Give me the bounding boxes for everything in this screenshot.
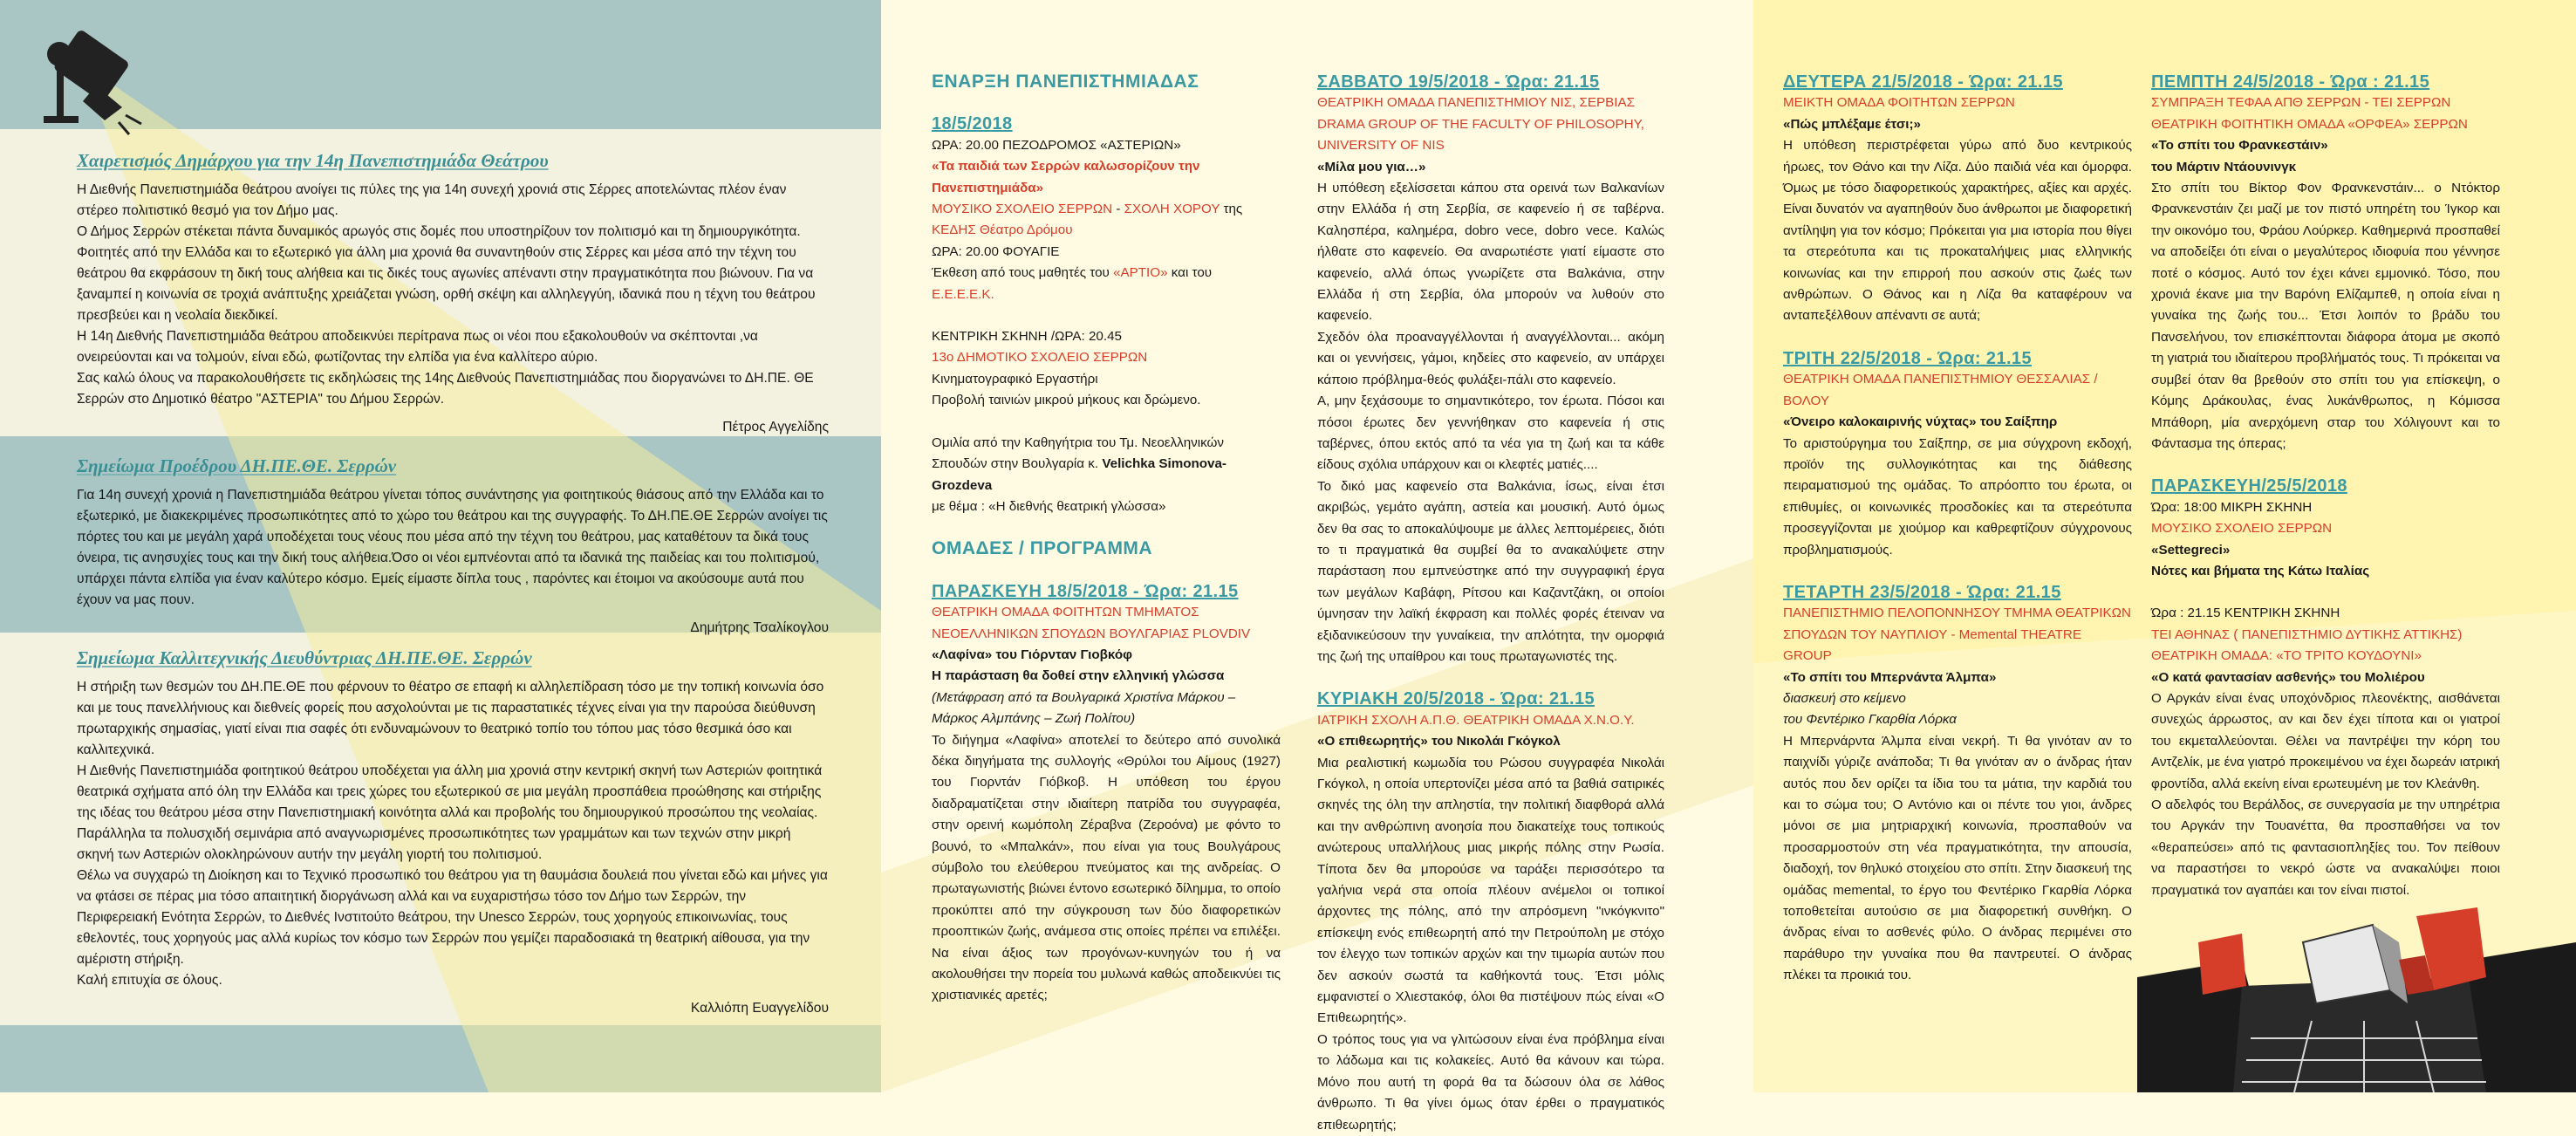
event-description: Στο σπίτι του Βίκτορ Φον Φρανκενστάιν... ο Ντόκτορ Φρανκενστάιν ζει μαζί με τον πιστό υπηρέτη του Ίγκορ και την οικονόμο του, Φράου Λούρκερ. Καθημερινά προσπαθεί να αποδείξει ότι είναι ο μεγαλύτερος ιδιοφυία που γέννησε ποτέ ο κόσμος. Αυτό τον έχει κάνει εμμονικό. Τόσο, που χρονιά έκανε μια την Βαρόνη Ελίζαμπεθ, η οποία είναι η γυναίκα της ζωής του... Έτσι λοιπόν το βράδυ του Πανσελήνου, τον επισκέπτονται διάφορα άτομα με σκοπό τη γιατριά του ιδιαίτερου προβλήματός τους. Τι πρόκειται να συμβεί όταν θα βρεθούν στο σπίτι του για επίσκεψη, ο Κόμης Δράκουλας, ένας λυκάνθρωπος, η Κόμισσα Μπάθορη, μία ανερχόμενη σταρ του Χόλιγουντ και το Φάντασμα της όπερας; xyxy=(2151,181,2500,451)
opening-line: με θέμα : «Η διεθνής θεατρική γλώσσα» xyxy=(932,498,1166,514)
event-note: του Φεντέρικο Γκαρθία Λόρκα xyxy=(1783,712,1957,728)
event-date: ΤΡΙΤΗ 22/5/2018 - Ώρα: 21.15 xyxy=(1783,348,2032,368)
event-description: Μια ρεαλιστική κωμωδία του Ρώσου συγγραφέα Νικολάι Γκόγκολ, η οποία υπερτονίζει μέσα από τα βαθιά σατιρικές σκηνές της όλη την απληστία, την πολιτική διαφθορά αλλά και την ανθρώπινη ανοησία που διακατείχε τους τοπικούς ανώτερους υπαλλήλους μιας μικρής πόλης στην Ρωσία. Τίποτα δεν θα μπορούσε να ταράξει περισσότερο τα γαλήνια νερά στα οποία πλέουν ανέμελοι οι τοπικοί άρχοντες της πόλης, από την απρόσμενη "ινκόγκνιτο" επίσκεψη ενός επιθεωρητή από την Πετρούπολη με στόχο τον έλεγχο των τοπικών αρχών και την τιμωρία αυτών που δεν ασκούν σωστά τα καθήκοντά τους. Έτσι μόλις εμφανιστεί ο Χλιεστακόφ, όλοι θα πιστέψουν πώς είναι «Ο Επιθεωρητής». xyxy=(1317,755,1664,1026)
event-translation: (Μετάφραση από τα Βουλγαρικά Χριστίνα Μάρκου – Μάρκος Αλμπάνης – Ζωή Πολίτου) xyxy=(932,689,1236,727)
event-description: Το διήγημα «Λαφίνα» αποτελεί το δεύτερο από συνολικά δέκα διηγήματα της συλλογής «Θρύλοι του Αίμους (1927) του Γιορντάν Γιόβκοβ. Η υπόθεση του έργου διαδραματίζεται στην ιδιαίτερη πατρίδα του συγγραφέα, στην ορεινή κωμόπολη Ζέραβνα (Ζεροόνα) με φόντο το βουνό, το «Μπαλκάν», που είναι για τους Βουλγάρους σύμβολο του ελεύθερου πνεύματος και της ανδρείας. Ο πρωταγωνιστής βιώνει έντονο εσωτερικό δίλημμα, το οποίο προκύπτει από την σύγκρουση των δύο διαφορετικών προοπτικών ζωής, ανάμεσα στις οποίες πρέπει να επιλέξει. Να είναι άξιος των προγόνων-κυνηγών του ή να ακολουθήσει την πορεία του μυλωνά καθώς αποδεικνύει τις χριστιανικές αρετές; xyxy=(932,732,1281,1003)
mayor-paragraph: Η Διεθνής Πανεπιστημιάδα θεάτρου ανοίγει τις πύλες της για 14η συνεχή χρονιά στις Σέρρες αποτελώντας πλέον έναν στέρεο πολιτιστικό θεσμό για τον Δήμο μας. xyxy=(77,182,787,218)
theatre-stage-illustration xyxy=(2137,907,2576,1092)
mayor-paragraph: Ο Δήμος Σερρών στέκεται πάντα δυναμικός αρωγός στις δομές που υποστηρίζουν τον πολιτισμό και τη δημιουργικότητα. Φοιτητές από την Ελλάδα και το εξωτερικό για άλλη μια χρονιά θα συναντηθούν στις Σέρρες και μέσα από την τέχνη του θεάτρου θα εκφράσουν τη δική τους αλήθεια και τις δικές τους αγωνίες απέναντι στην πραγματικότητα που βιώνουν. Για να ξαναμπεί η κοινωνία σε τροχιά ανάπτυξης χρειάζεται γνώση, ορθή σκέψη και αλληλεγγύη, ιδανικά που η τέχνη του θεάτρου πρεσβεύει και η νεολαία διεκδικεί. xyxy=(77,224,816,323)
opening-line: «Τα παιδιά των Σερρών καλωσορίζουν την Πανεπιστημιάδα» xyxy=(932,159,1200,195)
event-date: ΚΥΡΙΑΚΗ 20/5/2018 - Ώρα: 21.15 xyxy=(1317,689,1595,709)
mayor-paragraph: Σας καλώ όλους να παρακολουθήσετε τις εκδηλώσεις της 14ης Διεθνούς Πανεπιστημιάδας που διοργανώνει το ΔΗ.ΠΕ. ΘΕ Σερρών στο Δημοτικό θέατρο "ΑΣΤΕΡΙΑ" του Δήμου Σερρών. xyxy=(77,371,814,407)
event-description: Η υπόθεση εξελίσσεται κάπου στα ορεινά των Βαλκανίων στην Ελλάδα ή στη Σερβία, σε καφενείο ή σε ταβέρνα. Καλησπέρα, καλημέρα, dobro vece, dobro vece. Καλώς ήλθατε στο καφενείο. Θα αναρωτιέστε γιατί είμαστε στο καφενείο, αλλά όπως γνωρίζετε στα Βαλκάνια, στην Ελλάδα ή στη Σερβία, όλα μπορούν να λυθούν στο καφενείο. xyxy=(1317,181,1664,324)
event-date: ΠΑΡΑΣΚΕΥΗ 18/5/2018 - Ώρα: 21.15 xyxy=(932,581,1239,601)
director-paragraph: Καλή επιτυχία σε όλους. xyxy=(77,973,222,988)
column-weekdays xyxy=(1783,72,2132,987)
president-signature: Δημήτρης Τσαλίκογλου xyxy=(690,620,829,635)
opening-line: Κινηματογραφικό Εργαστήρι xyxy=(932,371,1098,387)
event-group: ΤΕΙ ΑΘΗΝΑΣ ( ΠΑΝΕΠΙΣΤΗΜΙΟ ΔΥΤΙΚΗΣ ΑΤΤΙΚΗΣ) ΘΕΑΤΡΙΚΗ ΟΜΑΔΑ: «ΤΟ ΤΡΙΤΟ ΚΟΥΔΟΥΝΙ» xyxy=(2151,626,2463,664)
event-description: Η υπόθεση περιστρέφεται γύρω από δυο κεντρικούς ήρωες, τον Θάνο και την Λίζα. Δύο παιδιά νέα και όμορφα. Όμως με τόσο διαφορετικούς χαρακτήρες, αξίες και αρχές. Είναι δυνατόν να αγαπηθούν δυο άνθρωποι με διαφορετική αντίληψη για τον κόσμο; Πρόκειται για μια ιστορία που θίγει τα στερεότυπα και τις προκαταλήψεις μιας ελληνικής κοινωνίας και την επιρροή που ασκούν στις ζωές των ανθρώπων. Ο Θάνος και η Λίζα θα καταφέρουν να ανταπεξέλθουν απέναντι σε αυτά; xyxy=(1783,138,2132,324)
director-signature: Καλλιόπη Ευαγγελίδου xyxy=(690,1001,829,1016)
opening-line: Ε.Ε.Ε.Ε.Κ. xyxy=(932,286,994,302)
mayor-greeting-title: Χαιρετισμός Δημάρχου για την 14η Πανεπιστημιάδα Θεάτρου xyxy=(77,150,549,171)
opening-date: 18/5/2018 xyxy=(932,114,1013,134)
event-group: ΘΕΑΤΡΙΚΗ ΟΜΑΔΑ ΠΑΝΕΠΙΣΤΗΜΙΟΥ ΘΕΣΣΑΛΙΑΣ /ΒΟΛΟΥ xyxy=(1783,372,2098,408)
event-group: ΘΕΑΤΡΙΚΗ ΟΜΑΔΑ ΦΟΙΤΗΤΩΝ ΤΜΗΜΑΤΟΣ ΝΕΟΕΛΛΗΝΙΚΩΝ ΣΠΟΥΔΩΝ ΒΟΥΛΓΑΡΙΑΣ PLOVDIV xyxy=(932,605,1251,641)
opening-line: ΚΕΝΤΡΙΚΗ ΣΚΗΝΗ /ΩΡΑ: 20.45 xyxy=(932,329,1122,345)
street-theatre: ΚΕΔΗΣ Θέατρο Δρόμου xyxy=(932,222,1073,238)
mayor-greeting xyxy=(77,150,829,438)
program-title: ΟΜΑΔΕΣ / ΠΡΟΓΡΑΜΜΑ xyxy=(932,538,1153,559)
event-play: «Πώς μπλέξαμε έτσι;» xyxy=(1783,116,1921,132)
event-description: Το αριστούργημα του Σαίξπηρ, σε μια σύγχρονη εκδοχή, προϊόν της συλλογικότητας και της διάθεσης πειραματισμού της ομάδας. Το απρόοπτο του έρωτα, οι επιθυμίες, οι κοινωνικές προσδοκίες και τα στερεότυπα προσεγγίζονται με χιούμορ και καθρεφτίζουν σύγχρονους προβληματισμούς. xyxy=(1783,435,2132,558)
event-play: «Ο επιθεωρητής» του Νικολάι Γκόγκολ xyxy=(1317,734,1561,749)
event-date: ΠΕΜΠΤΗ 24/5/2018 - Ώρα : 21.15 xyxy=(2151,72,2430,92)
event-play: «Το σπίτι του Φρανκεστάιν» xyxy=(2151,138,2328,154)
event-group: ΣΥΜΠΡΑΞΗ ΤΕΦΑΑ ΑΠΘ ΣΕΡΡΩΝ - ΤΕΙ ΣΕΡΡΩΝ ΘΕΑΤΡΙΚΗ ΦΟΙΤΗΤΙΚΗ ΟΜΑΔΑ «ΟΡΦΕΑ» ΣΕΡΡΩΝ xyxy=(2151,95,2468,132)
spotlight-icon xyxy=(35,24,157,147)
director-paragraph: Η Διεθνής Πανεπιστημιάδα φοιτητικού θεάτρου υποδέχεται για άλλη μια χρονιά στην κεντρική σκηνή των Αστεριών φοιτητικά θεατρικά σχήματα από όλη την Ελλάδα και τρεις χώρες του εξωτερικού σε μια μεγάλη προσπάθεια προώθησης και στήριξης της ιδέας του θεάτρου μέσα στην Πανεπιστημιακή κοινότητα αλλά και προβολής του δημιουργικού προσώπου της νεολαίας. Παράλληλα τα πολυσχιδή σεμινάρια από αναγνωρισμένες προσωπικότητες των γραμμάτων και των τεχνών στην μικρή σκηνή των Αστεριών ολοκληρώνουν αυτήν την μεγάλη γιορτή του πολιτισμού. xyxy=(77,763,823,862)
text: Ομιλία από την Καθηγήτρια του Τμ. Νεοελληνικών Σπουδών στην Βουλγαρία κ. xyxy=(932,435,1225,472)
opening-line xyxy=(932,433,1281,496)
event-description: Το δικό μας καφενείο στα Βαλκάνια, ίσως, είναι έτσι ακριβώς, γεμάτο αγάπη, αστεία και μουσική. Αυτό όμως δεν θα σας το αποκαλύψουμε με άλλες λεπτομέρειες, διότι το τι πραγματικά θα συμβεί θα το ανακαλύψετε στην παράσταση που εμπνεύστηκε από την συγγραφική έργα των μεγάλων Καβάφη, Ρίτσου και Καζαντζάκη, οι οποίοι ύμνησαν την λαϊκή έκφραση και πολλές φορές έτειναν να εξιδανικεύσουν την γυναίκεια, την απλότητα, την ομορφιά της ζωή της υπαίθρου και τους πρωταγωνιστές της. xyxy=(1317,478,1664,664)
welcome-panel xyxy=(0,0,881,1092)
event-note: Η παράσταση θα δοθεί στην ελληνική γλώσσα xyxy=(932,668,1225,684)
director-paragraph: Θέλω να συγχαρώ τη Διοίκηση και το Τεχνικό προσωπικό του θεάτρου για τη θαυμάσια δουλειά που γίνεται εδώ και μήνες για να φτάσει σε πέρας μια τόσο απαιτητική διοργάνωση αλλά και να ευχαριστήσω τόσο τον Δήμο των Σερρών, την Περιφερειακή Ενότητα Σερρών, το Διεθνές Ινστιτούτο θεάτρου, την Unesco Σερρών, τους χορηγούς επικοινωνίας, τους εθελοντές, τους χορηγούς μας αλλά κυρίως τον κόσμο των Σερρών που γεμίζει παραδοσιακά τη θεατρική αίθουσα, για την αμέριστη στήριξη. xyxy=(77,868,828,967)
column-weekend xyxy=(1317,72,1664,1136)
opening-line xyxy=(932,199,1281,242)
event-description: Α, μην ξεχάσουμε το σημαντικότερο, τον έρωτα. Πόσοι και πόσοι έρωτες δεν γεννήθηκαν στο καφενεία ή στις ταβέρνες, όπου εκτός από τα νέα για τη ζωή και τα κάθε είδους σχόλια υπάρχουν και οι κλεφτές ματιές.... xyxy=(1317,393,1664,473)
event-description: Η Μπερνάρντα Άλμπα είναι νεκρή. Τι θα γινόταν αν το παιχνίδι γύριζε ανάποδα; Τι θα γινόταν αν ο άνδρας ήταν αυτός που δεν ορίζει τα ίδια του τα μάτια, την καρδιά του και το σώμα του; Ο Αντόνιο και οι πέντε του γιοι, άνδρες μόνοι σε μια μητριαρχική κοινωνία, προσπαθούν να προσαρμοστούν στη νέα πραγματικότητα, την απουσία, διαδοχή, τον θηλυκό στοιχείου στο σπίτι. Στην διασκευή της ομάδας memental, το έργο του Φεντέρικο Γκαρθία Λόρκα τοποθετείται αυτούσιο σε μια διαφορετική συνθήκη. Ο άνδρας είναι το ασθενές φύλο. Ο άνδρας περιμένει στο παράθυρο την γυναίκα που θα παντρευτεί. Ο άνδρας πλέκει τα προικιά του. xyxy=(1783,733,2132,983)
artio: «ΑΡΤΙΟ» xyxy=(1113,265,1168,281)
dance-school: ΣΧΟΛΗ ΧΟΡΟΥ xyxy=(1124,202,1220,217)
event-group: ΠΑΝΕΠΙΣΤΗΜΙΟ ΠΕΛΟΠΟΝΝΗΣΟΥ ΤΜΗΜΑ ΘΕΑΤΡΙΚΩΝ ΣΠΟΥΔΩΝ ΤΟΥ ΝΑΥΠΛΙΟΥ - Memental THEATRE GROUP xyxy=(1783,606,2131,664)
event-description: Ο Αργκάν είναι ένας υποχόνδριος πλεονέκτης, αισθάνεται συνεχώς άρρωστος, αν και δεν έχει τίποτα και οι γιατροί του εκμεταλλεύονται. Θέλει να παντρέψει την κόρη του Αντζελίκ, με ένα γιατρό προκειμένου να έχει δωρεάν ιατρική φροντίδα, αλλά εκείνη είναι ερωτευμένη με τον Κλεάνθη. xyxy=(2151,690,2500,791)
speaker-name: Velichka Simonova-Grozdeva xyxy=(932,456,1227,493)
director-paragraph: Η στήριξη των θεσμών του ΔΗ.ΠΕ.ΘΕ που φέρνουν το θέατρο σε επαφή κι αλληλεπίδραση τόσο με την τοπική κοινωνία όσο και με τους πανελλήνιους και διεθνείς φορείς που ασχολούνται με τις παραστατικές τέχνες είναι για την παρούσα διεύθυνση πρωταρχικής σημασίας, γιατί είναι πια σαφές ότι ενδυναμώνουν το θεατρικό τοπίο του τόπου μας τόσο θεσμικά όσο και καλλιτεχνικά. xyxy=(77,680,824,757)
event-description: Σχεδόν όλα προαναγγέλλονται ή αναγγέλλονται... ακόμη και οι γεννήσεις, γάμοι, κηδείες στο καφενείο, αν υπάρχει κάποιο πρόβλημα-θεός φυλάξει-πάλι στο καφενείο. xyxy=(1317,329,1664,387)
event-author: του Μάρτιν Ντάουνινγκ xyxy=(2151,159,2297,175)
opening-line: ΩΡΑ: 20.00 ΦΟΥΑΓΙΕ xyxy=(932,243,1060,259)
event-group: ΜΕΙΚΤΗ ΟΜΑΔΑ ΦΟΙΤΗΤΩΝ ΣΕΡΡΩΝ xyxy=(1783,95,2015,111)
program-panel-1 xyxy=(881,0,1753,1133)
event-note: διασκευή στο κείμενο xyxy=(1783,690,1906,706)
mayor-signature: Πέτρος Αγγελίδης xyxy=(722,420,829,435)
text: Έκθεση από τους μαθητές του xyxy=(932,265,1114,281)
event-group: ΙΑΤΡΙΚΗ ΣΧΟΛΗ Α.Π.Θ. ΘΕΑΤΡΙΚΗ ΟΜΑΔΑ Χ.Ν.Ο.Υ. xyxy=(1317,712,1635,728)
music-school: ΜΟΥΣΙΚΟ ΣΧΟΛΕΙΟ ΣΕΡΡΩΝ xyxy=(932,202,1113,217)
event-play: «Settegreci» xyxy=(2151,542,2231,558)
event-play: «Το σπίτι του Μπερνάντα Άλμπα» xyxy=(1783,669,1997,685)
event-play: «Μίλα μου για…» xyxy=(1317,159,1426,175)
sep: της xyxy=(1220,202,1243,217)
event-play: «Λαφίνα» του Γιόρνταν Γιοβκόφ xyxy=(932,647,1132,662)
event-line: Ώρα: 18:00 ΜΙΚΡΗ ΣΚΗΝΗ xyxy=(2151,499,2313,515)
president-note xyxy=(77,455,829,639)
director-note xyxy=(77,647,829,1019)
event-play: «Όνειρο καλοκαιρινής νύχτας» του Σαίξπηρ xyxy=(1783,414,2058,430)
event-date: ΠΑΡΑΣΚΕΥΗ/25/5/2018 xyxy=(2151,476,2347,496)
opening-line xyxy=(932,263,1281,284)
event-play: «Ο κατά φαντασίαν ασθενής» του Μολιέρου xyxy=(2151,669,2425,685)
event-group: ΘΕΑΤΡΙΚΗ ΟΜΑΔΑ ΠΑΝΕΠΙΣΤΗΜΙΟΥ ΝΙΣ, ΣΕΡΒΙΑΣ DRAMA GROUP OF THE FACULTY OF PHILOSOPHY, UNIVERSITY OF NIS xyxy=(1317,95,1644,154)
opening-title: ΕΝΑΡΞΗ ΠΑΝΕΠΙΣΤΗΜΙΑΔΑΣ xyxy=(932,72,1199,92)
event-date: ΤΕΤΑΡΤΗ 23/5/2018 - Ώρα: 21.15 xyxy=(1783,582,2061,602)
opening-line: Προβολή ταινιών μικρού μήκους και δρώμενο. xyxy=(932,393,1201,408)
mayor-paragraph: Η 14η Διεθνής Πανεπιστημιάδα θεάτρου αποδεικνύει περίτρανα πως οι νέοι που εξακολουθούν να σκέπτονται ,να ονειρεύονται και να τολμούν, είναι εδώ, φωτίζοντας την ελπίδα για ένα καλλίτερο αύριο. xyxy=(77,329,758,365)
event-note: Νότες και βήματα της Κάτω Ιταλίας xyxy=(2151,563,2370,578)
event-line: Ώρα : 21.15 ΚΕΝΤΡΙΚΗ ΣΚΗΝΗ xyxy=(2151,606,2340,621)
president-note-title: Σημείωμα Προέδρου ΔΗ.ΠΕ.ΘΕ. Σερρών xyxy=(77,455,397,476)
event-description: Ο αδελφός του Βεράλδος, σε συνεργασία με την υπηρέτρια του Αργκάν την Τουανέττα, θα προσπαθήσει να τον «θεραπεύσει» από τις φαντασιοπληξίες του. Τον πείθουν να παραστήσει το νεκρό ώστε να ανακαλύψει ποιοι πραγματικά τον αγαπάει και τον είναι πιστοί. xyxy=(2151,797,2500,898)
opening-line: 13ο ΔΗΜΟΤΙΚΟ ΣΧΟΛΕΙΟ ΣΕΡΡΩΝ xyxy=(932,350,1148,366)
president-paragraph: Για 14η συνεχή χρονιά η Πανεπιστημιάδα θεάτρου γίνεται τόπος συνάντησης για φοιτητικούς θιάσους από την Ελλάδα και το εξωτερικό, με διακεκριμένες προσωπικότητες από το χώρο του θεάτρου και της συγγραφής. Το ΔΗ.ΠΕ.ΘΕ Σερρών ανοίγει τις πόρτες του και με μεγάλη χαρά υποδέχεται τους νέους που μέσα από την τέχνη του θεάτρου, μας καταθέτουν τα δικά τους όνειρα, τις ανησυχίες τους και την δική τους αλήθεια.Όσο οι νέοι εμπνέονται από τα ιδανικά της παιδείας και του πολιτισμού, υπάρχει πάντα ελπίδα για έναν καλύτερο κόσμο. Εμείς είμαστε δίπλα τους , παρόντες και έτοιμοι να ακούσουμε αυτά που έχουν να μας πουν. xyxy=(77,488,828,607)
text: και του xyxy=(1167,265,1213,281)
event-description: Ο τρόπος τους για να γλιτώσουν είναι ένα πρόβλημα είναι το λάδωμα και τις κολακείες. Αυτό θα κάνουν και τώρα. Μόνο που αυτή τη φορά θα τα δώσουν όλα σε λάθος άνθρωπο. Τι θα γίνει όμως όταν έρθει ο πραγματικός επιθεωρητής; xyxy=(1317,1031,1664,1133)
director-note-title: Σημείωμα Καλλιτεχνικής Διευθύντριας ΔΗ.ΠΕ.ΘΕ. Σερρών xyxy=(77,647,532,668)
event-date: ΔΕΥΤΕΡΑ 21/5/2018 - Ώρα: 21.15 xyxy=(1783,72,2063,92)
column-thu-fri xyxy=(2151,72,2500,901)
event-group: ΜΟΥΣΙΚΟ ΣΧΟΛΕΙΟ ΣΕΡΡΩΝ xyxy=(2151,521,2333,537)
event-date: ΣΑΒΒΑΤΟ 19/5/2018 - Ώρα: 21.15 xyxy=(1317,72,1600,92)
column-opening xyxy=(932,72,1281,1007)
sep: - xyxy=(1112,202,1124,217)
program-panel-2 xyxy=(1753,0,2576,1092)
opening-line: ΩΡΑ: 20.00 ΠΕΖΟΔΡΟΜΟΣ «ΑΣΤΕΡΙΩΝ» xyxy=(932,137,1181,153)
